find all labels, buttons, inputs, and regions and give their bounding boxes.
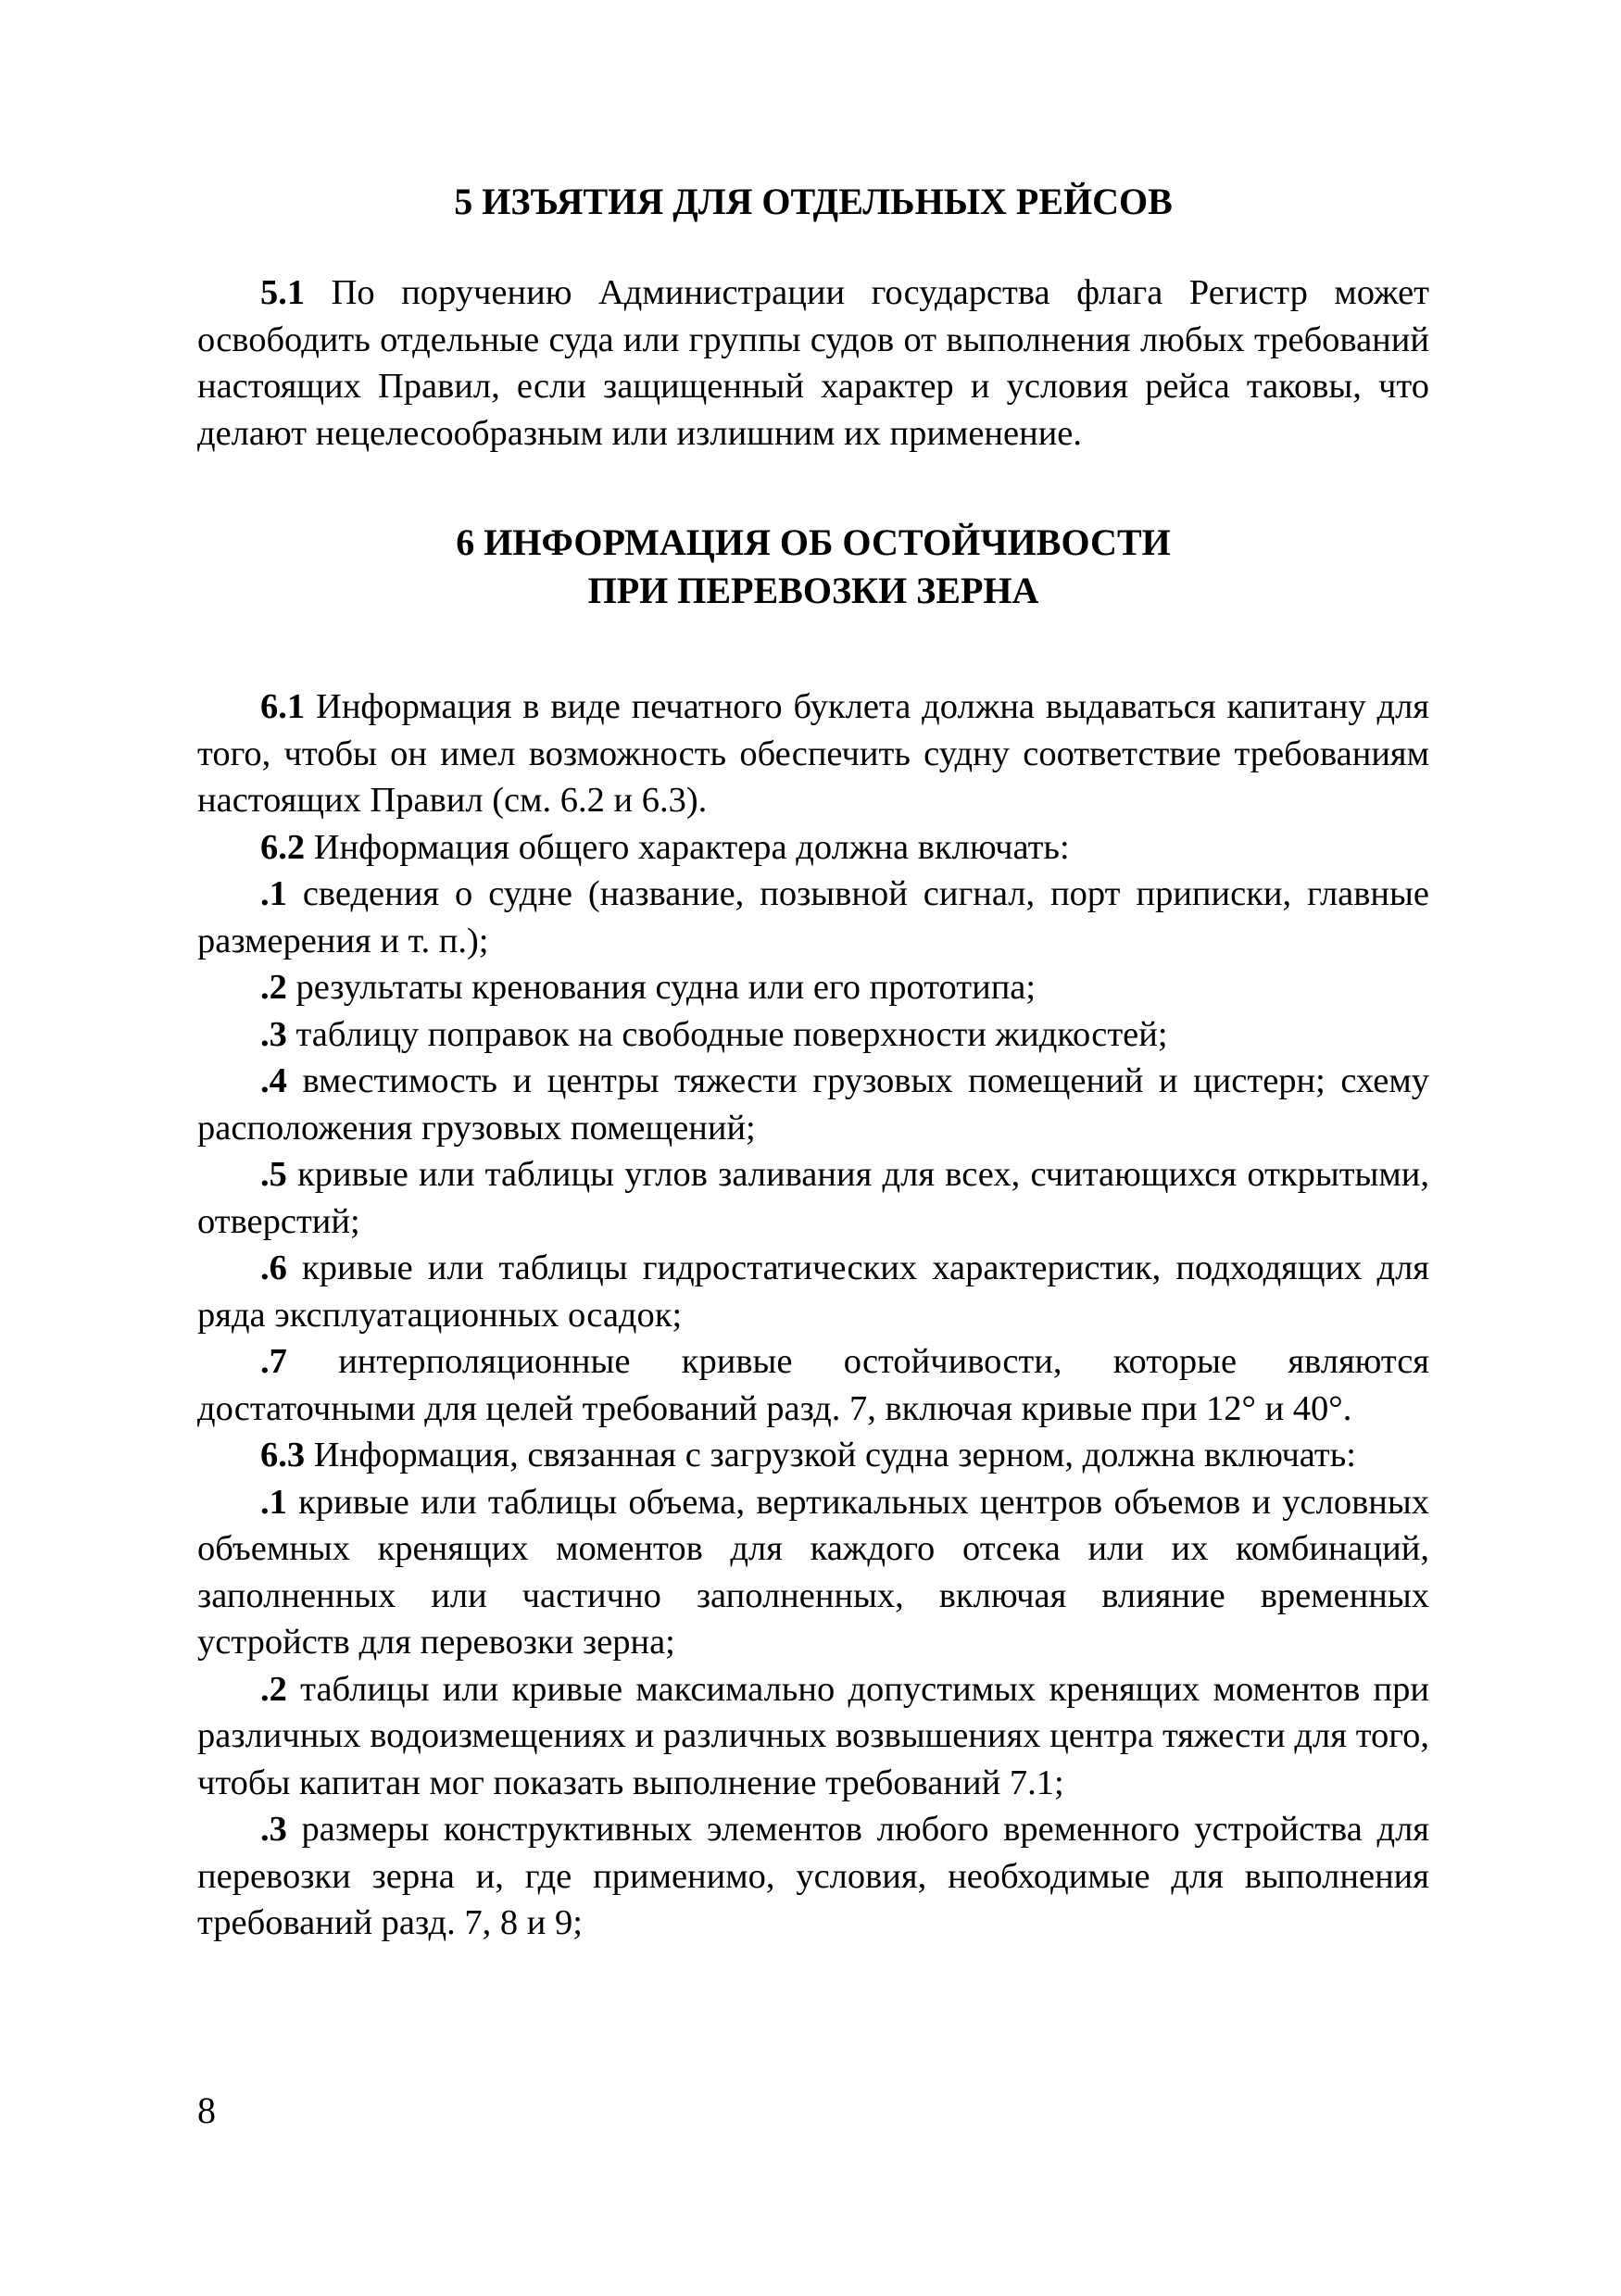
paragraph-6-3 (197, 1432, 1429, 1479)
item-number: .1 (260, 874, 287, 913)
item-number: .3 (260, 1810, 287, 1849)
paragraph-5-1 (197, 270, 1429, 457)
item-text: кривые или таблицы объема, вертикальных центров объемов и условных объемных кренящих моментов для каждого отсека или их комбинаций, заполненных или частично заполненных, включая влияние временных устройств для перевозки зерна; (197, 1482, 1429, 1662)
list-item-6-2-3 (197, 1011, 1429, 1059)
clause-text: Информация общего характера должна включать: (305, 827, 1070, 867)
paragraph-6-1 (197, 684, 1429, 824)
list-item-6-2-4 (197, 1058, 1429, 1151)
item-text: размеры конструктивных элементов любого временного устройства для перевозки зерна и, где применимо, условия, необходимые для выполнения требований разд. 7, 8 и 9; (197, 1810, 1429, 1942)
item-text: таблицы или кривые максимально допустимых кренящих моментов при различных водоизмещениях и различных возвышениях центра тяжести для того, чтобы капитан мог показать выполнение требований 7.1; (197, 1669, 1429, 1802)
item-text: интерполяционные кривые остойчивости, которые являются достаточными для целей требований разд. 7, включая кривые при 12° и 40°. (197, 1342, 1429, 1428)
item-number: .2 (260, 1669, 287, 1709)
item-number: .1 (260, 1482, 287, 1522)
list-item-6-3-3 (197, 1806, 1429, 1947)
list-item-6-3-1 (197, 1479, 1429, 1666)
clause-text: Информация в виде печатного буклета должна выдаваться капитану для того, чтобы он имел возможность обеспечить судну соответствие требованиям настоящих Правил (см. 6.2 и 6.3). (197, 687, 1429, 820)
section-6-body (197, 684, 1429, 1947)
item-text: таблицу поправок на свободные поверхности жидкостей; (286, 1014, 1168, 1054)
item-number: .6 (260, 1248, 287, 1287)
clause-number: 6.3 (260, 1436, 306, 1474)
item-number: .2 (260, 968, 287, 1007)
item-text: кривые или таблицы гидростатических характеристик, подходящих для ряда эксплуатационных осадок; (197, 1248, 1429, 1335)
list-item-6-2-1 (197, 871, 1429, 964)
clause-number: 6.1 (260, 687, 306, 726)
list-item-6-2-2 (197, 964, 1429, 1011)
item-number: .4 (260, 1061, 287, 1100)
item-number: .7 (260, 1342, 287, 1381)
item-text: результаты кренования судна или его прототипа; (286, 968, 1037, 1007)
item-number: .5 (260, 1155, 287, 1194)
clause-number: 5.1 (260, 273, 306, 312)
section-6-heading-line-1: 6 ИНФОРМАЦИЯ ОБ ОСТОЙЧИВОСТИ (456, 521, 1171, 563)
section-6-heading (197, 519, 1429, 615)
section-5-heading (197, 178, 1429, 226)
clause-text: Информация, связанная с загрузкой судна зерном, должна включать: (305, 1436, 1356, 1474)
clause-number: 6.2 (260, 827, 306, 867)
list-item-6-2-7 (197, 1338, 1429, 1432)
item-text: вместимость и центры тяжести грузовых помещений и цистерн; схему расположения грузовых помещений; (197, 1061, 1429, 1148)
item-text: кривые или таблицы углов заливания для всех, считающихся открытыми, отверстий; (197, 1155, 1429, 1241)
list-item-6-2-6 (197, 1245, 1429, 1338)
section-6-heading-line-2: ПРИ ПЕРЕВОЗКИ ЗЕРНА (587, 570, 1039, 611)
item-text: сведения о судне (название, позывной сигнал, порт приписки, главные размерения и т. п.); (197, 874, 1429, 960)
section-5-body (197, 270, 1429, 457)
list-item-6-3-2 (197, 1666, 1429, 1807)
section-5-heading-text: 5 ИЗЪЯТИЯ ДЛЯ ОТДЕЛЬНЫХ РЕЙСОВ (454, 181, 1173, 222)
item-number: .3 (260, 1014, 287, 1054)
list-item-6-2-5 (197, 1151, 1429, 1245)
clause-text: По поручению Администрации государства флага Регистр может освободить отдельные суда или группы судов от выполнения любых требований настоящих Правил, если защищенный характер и условия рейса таковы, что делают нецелесообразным или излишним их применение. (197, 273, 1429, 453)
page-number: 8 (197, 2089, 216, 2131)
paragraph-6-2 (197, 824, 1429, 872)
